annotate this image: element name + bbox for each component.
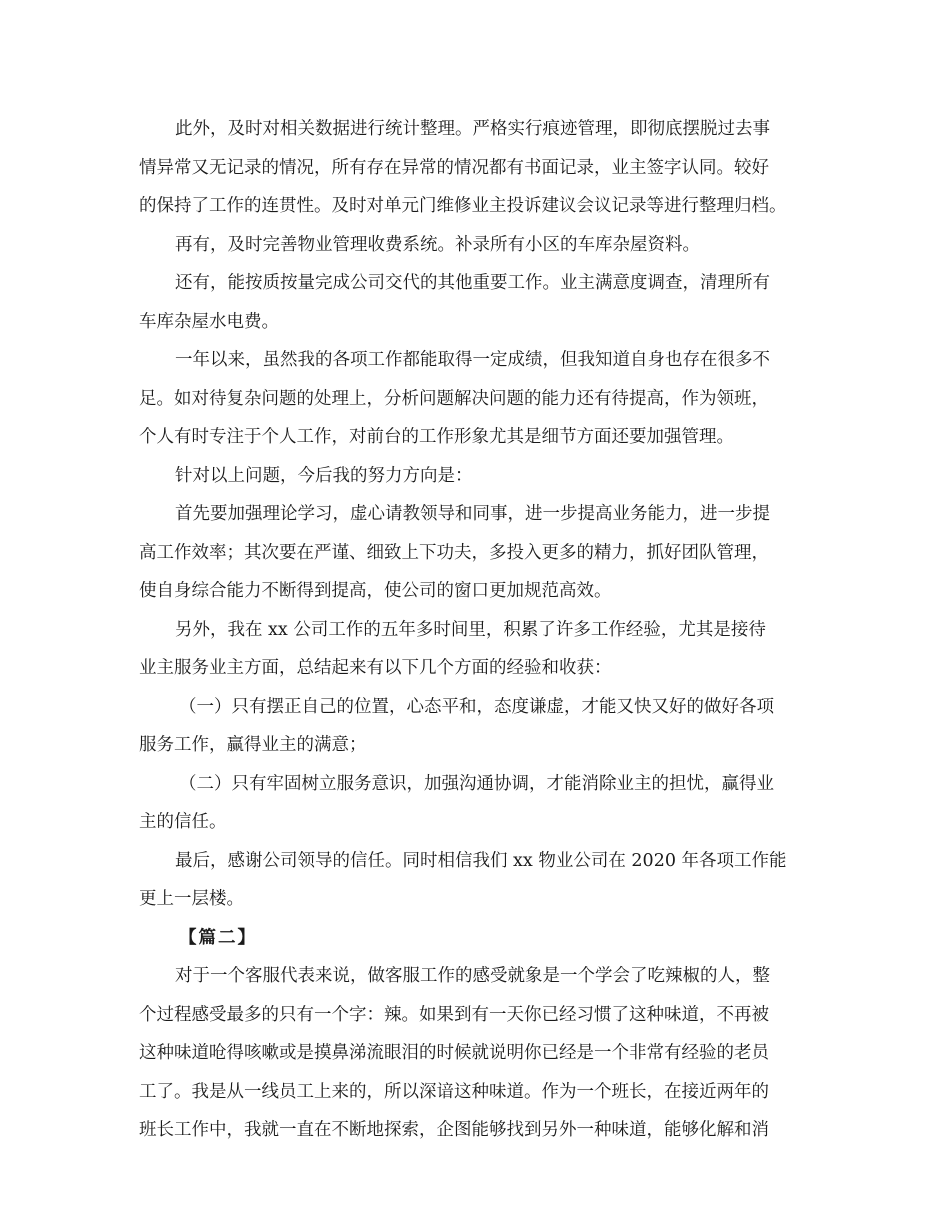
paragraph-line: 车库杂屋水电费。 [139,312,279,332]
paragraph-line: 个过程感受最多的只有一个字：辣。如果到有一天你已经习惯了这种味道，不再被 [139,1005,769,1025]
paragraph-line: 此外，及时对相关数据进行统计整理。严格实行痕迹管理，即彻底摆脱过去事 [175,119,770,139]
paragraph-line: 使自身综合能力不断得到提高，使公司的窗口更加规范高效。 [139,581,612,601]
paragraph-line: 足。如对待复杂问题的处理上，分析问题解决问题的能力还有待提高，作为领班， [139,389,769,409]
paragraph-line: 一年以来，虽然我的各项工作都能取得一定成绩，但我知道自身也存在很多不 [175,350,770,370]
paragraph-line: 情异常又无记录的情况，所有存在异常的情况都有书面记录，业主签字认同。较好 [139,158,769,178]
paragraph-line: 高工作效率；其次要在严谨、细致上下功夫，多投入更多的精力，抓好团队管理， [139,543,769,563]
list-item: （一）只有摆正自己的位置，心态平和，态度谦虚，才能又快又好的做好各项 [179,697,774,717]
paragraph-line: 主的信任。 [139,812,227,832]
paragraph-line: 的保持了工作的连贯性。及时对单元门维修业主投诉建议会议记录等进行整理归档。 [139,196,787,216]
paragraph-line: 服务工作，赢得业主的满意； [139,735,367,755]
paragraph-line: 对于一个客服代表来说，做客服工作的感受就象是一个学会了吃辣椒的人，整 [175,966,770,986]
paragraph-line: 针对以上问题，今后我的努力方向是： [175,466,473,486]
paragraph-line: 个人有时专注于个人工作，对前台的工作形象尤其是细节方面还要加强管理。 [139,427,734,447]
paragraph-line: 另外，我在 xx 公司工作的五年多时间里，积累了许多工作经验，尤其是接待 [175,620,766,640]
paragraph-line: 业主服务业主方面，总结起来有以下几个方面的经验和收获： [139,658,612,678]
paragraph-line: 再有，及时完善物业管理收费系统。补录所有小区的车库杂屋资料。 [175,235,700,255]
paragraph-line: 班长工作中，我就一直在不断地探索，企图能够找到另外一种味道，能够化解和消 [139,1120,769,1140]
paragraph-line: 还有，能按质按量完成公司交代的其他重要工作。业主满意度调查，清理所有 [175,273,770,293]
paragraph-line: 最后，感谢公司领导的信任。同时相信我们 xx 物业公司在 2020 年各项工作能 [175,851,787,871]
paragraph-line: 更上一层楼。 [139,889,244,909]
section-heading: 【篇二】 [179,928,257,948]
paragraph-line: 这种味道呛得咳嗽或是摸鼻涕流眼泪的时候就说明你已经是一个非常有经验的老员 [139,1043,769,1063]
paragraph-line: 工了。我是从一线员工上来的，所以深谙这种味道。作为一个班长，在接近两年的 [139,1082,769,1102]
paragraph-line: 首先要加强理论学习，虚心请教领导和同事，进一步提高业务能力，进一步提 [175,504,770,524]
list-item: （二）只有牢固树立服务意识，加强沟通协调，才能消除业主的担忧，赢得业 [179,774,774,794]
